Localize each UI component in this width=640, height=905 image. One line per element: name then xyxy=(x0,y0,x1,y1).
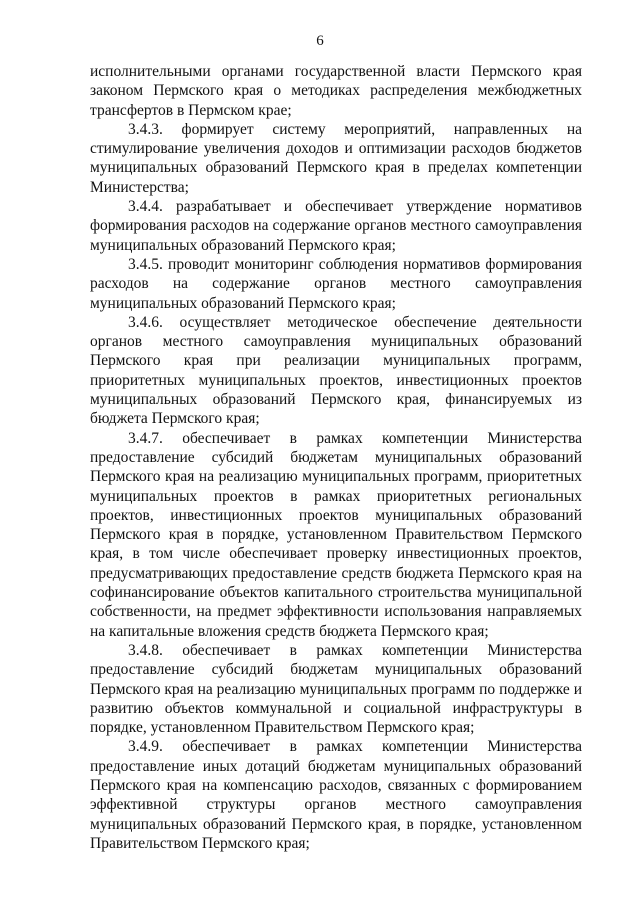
paragraph-3-4-5: 3.4.5. проводит мониторинг соблюдения нормативов формирования расходов на содержание органов местного самоуправления муниципальных образований Пермского края; xyxy=(90,255,582,312)
paragraph-3-4-4: 3.4.4. разрабатывает и обеспечивает утверждение нормативов формирования расходов на содержание органов местного самоуправления муниципальных образований Пермского края; xyxy=(90,198,582,254)
paragraph-3-4-9: 3.4.9. обеспечивает в рамках компетенции Министерства предоставление иных дотаций бюджетам муниципальных образований Пермского края на компенсацию расходов, связанных с формированием эффективной структуры органов местного самоуправления муниципальных образований Пермского края, в порядке, установленном Правительством Пермского края; xyxy=(90,738,582,852)
page-number: 6 xyxy=(316,33,324,49)
paragraph-continuation: исполнительными органами государственной власти Пермского края законом Пермского края о методиках распределения межбюджетных трансфертов в Пермском крае; xyxy=(90,63,582,119)
paragraph-3-4-7: 3.4.7. обеспечивает в рамках компетенции Министерства предоставление субсидий бюджетам муниципальных образований Пермского края на реализацию муниципальных программ, приоритетных муниципальных проектов в рамках приоритетных региональных проектов, инвестиционных проектов муниципальных образований Пермского края в порядке, установленном Правительством Пермского края, в том числе обеспечивает проверку инвестиционных проектов, предусматривающих предоставление средств бюджета Пермского края на софинансирование объектов капитального строительства муниципальной собственности, на предмет эффективности использования направляемых на капитальные вложения средств бюджета Пермского края; xyxy=(90,429,582,640)
paragraph-3-4-8: 3.4.8. обеспечивает в рамках компетенции Министерства предоставление субсидий бюджетам муниципальных образований Пермского края на реализацию муниципальных программ по поддержке и развитию объектов коммунальной и социальной инфраструктуры в порядке, установленном Правительством Пермского края; xyxy=(90,641,582,737)
document-body xyxy=(90,62,582,853)
paragraph-3-4-3: 3.4.3. формирует систему мероприятий, направленных на стимулирование увеличения доходов и оптимизации расходов бюджетов муниципальных образований Пермского края в пределах компетенции Министерства; xyxy=(90,120,582,196)
paragraph-3-4-6: 3.4.6. осуществляет методическое обеспечение деятельности органов местного самоуправления муниципальных образований Пермского края при реализации муниципальных программ, приоритетных муниципальных проектов, инвестиционных проектов муниципальных образований Пермского края, финансируемых из бюджета Пермского края; xyxy=(90,313,582,428)
